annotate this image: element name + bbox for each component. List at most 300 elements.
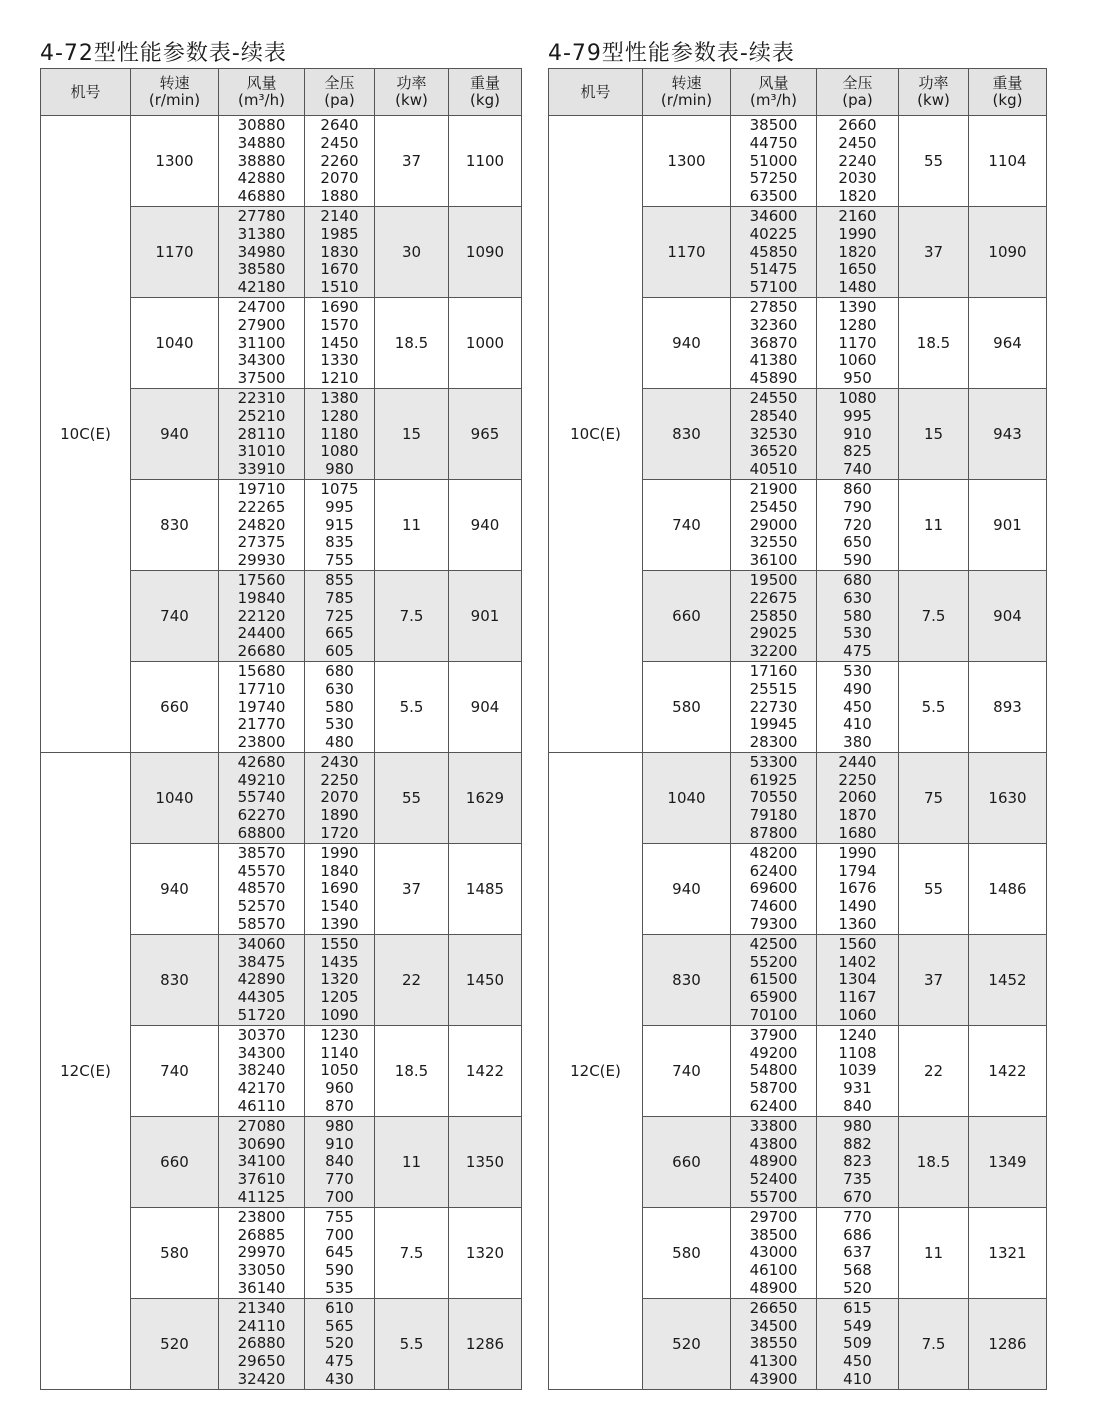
pressure-value: 1540 bbox=[320, 897, 359, 916]
header-power: 功率 (kw) bbox=[375, 69, 449, 116]
pressure-value: 645 bbox=[325, 1243, 354, 1262]
pressure-value: 1690 bbox=[320, 297, 359, 316]
pressure-cell bbox=[305, 752, 375, 843]
pressure-value: 2160 bbox=[838, 206, 877, 225]
pressure-cell bbox=[305, 1116, 375, 1207]
weight-cell: 1090 bbox=[449, 206, 522, 297]
flow-value: 15680 bbox=[237, 661, 286, 680]
pressure-value: 380 bbox=[843, 733, 872, 752]
power-cell: 7.5 bbox=[375, 570, 449, 661]
weight-cell: 1422 bbox=[449, 1025, 522, 1116]
flow-value: 55200 bbox=[749, 952, 798, 971]
flow-value: 32360 bbox=[749, 315, 798, 334]
weight-cell: 904 bbox=[449, 661, 522, 752]
weight-cell: 940 bbox=[449, 479, 522, 570]
pressure-cell bbox=[305, 206, 375, 297]
flow-value: 28300 bbox=[749, 733, 798, 752]
pressure-value: 605 bbox=[325, 642, 354, 661]
speed-cell: 660 bbox=[131, 1116, 219, 1207]
pressure-value: 1320 bbox=[320, 970, 359, 989]
speed-cell: 940 bbox=[643, 297, 731, 388]
pressure-value: 931 bbox=[843, 1079, 872, 1098]
model-cell: 12C(E) bbox=[549, 752, 643, 1389]
pressure-value: 700 bbox=[325, 1225, 354, 1244]
flow-value: 23800 bbox=[237, 733, 286, 752]
pressure-value: 530 bbox=[843, 624, 872, 643]
flow-value: 21340 bbox=[237, 1298, 286, 1317]
pressure-value: 1820 bbox=[838, 187, 877, 206]
flow-value: 52400 bbox=[749, 1170, 798, 1189]
flow-value: 62400 bbox=[749, 861, 798, 880]
flow-value: 21900 bbox=[749, 479, 798, 498]
pressure-value: 2240 bbox=[838, 151, 877, 170]
flow-value: 70550 bbox=[749, 788, 798, 807]
pressure-cell bbox=[817, 934, 899, 1025]
flow-value: 33050 bbox=[237, 1261, 286, 1280]
speed-cell: 740 bbox=[131, 570, 219, 661]
pressure-cell bbox=[817, 843, 899, 934]
flow-value: 41125 bbox=[237, 1188, 286, 1207]
weight-cell: 1630 bbox=[969, 752, 1047, 843]
flow-value: 34100 bbox=[237, 1152, 286, 1171]
pressure-value: 520 bbox=[325, 1334, 354, 1353]
flow-value: 38240 bbox=[237, 1061, 286, 1080]
flow-cell bbox=[731, 388, 817, 479]
flow-value: 38500 bbox=[749, 116, 798, 134]
flow-value: 25210 bbox=[237, 406, 286, 425]
speed-cell: 740 bbox=[643, 1025, 731, 1116]
flow-cell bbox=[219, 1025, 305, 1116]
pressure-value: 590 bbox=[325, 1261, 354, 1280]
pressure-value: 665 bbox=[325, 624, 354, 643]
weight-cell: 1104 bbox=[969, 116, 1047, 207]
flow-value: 34600 bbox=[749, 206, 798, 225]
pressure-value: 870 bbox=[325, 1097, 354, 1116]
power-cell: 37 bbox=[375, 116, 449, 207]
pressure-cell bbox=[305, 1025, 375, 1116]
flow-value: 68800 bbox=[237, 824, 286, 843]
flow-value: 74600 bbox=[749, 897, 798, 916]
flow-cell bbox=[219, 206, 305, 297]
pressure-value: 1360 bbox=[838, 915, 877, 934]
pressure-value: 480 bbox=[325, 733, 354, 752]
power-cell: 7.5 bbox=[899, 570, 969, 661]
speed-cell: 830 bbox=[643, 934, 731, 1025]
flow-value: 36870 bbox=[749, 333, 798, 352]
speed-cell: 940 bbox=[131, 388, 219, 479]
pressure-cell bbox=[305, 843, 375, 934]
flow-value: 52570 bbox=[237, 897, 286, 916]
flow-cell bbox=[731, 1025, 817, 1116]
flow-value: 27375 bbox=[237, 533, 286, 552]
flow-cell bbox=[731, 752, 817, 843]
flow-value: 37500 bbox=[237, 369, 286, 388]
pressure-value: 680 bbox=[325, 661, 354, 680]
flow-value: 51720 bbox=[237, 1006, 286, 1025]
flow-value: 27850 bbox=[749, 297, 798, 316]
weight-cell: 1349 bbox=[969, 1116, 1047, 1207]
flow-value: 87800 bbox=[749, 824, 798, 843]
pressure-value: 637 bbox=[843, 1243, 872, 1262]
power-cell: 55 bbox=[899, 843, 969, 934]
speed-cell: 660 bbox=[643, 570, 731, 661]
flow-value: 17560 bbox=[237, 570, 286, 589]
pressure-value: 720 bbox=[843, 515, 872, 534]
speed-cell: 830 bbox=[131, 934, 219, 1025]
flow-value: 22120 bbox=[237, 606, 286, 625]
speed-cell: 660 bbox=[131, 661, 219, 752]
flow-value: 43800 bbox=[749, 1134, 798, 1153]
power-cell: 18.5 bbox=[375, 1025, 449, 1116]
speed-cell: 580 bbox=[643, 1207, 731, 1298]
flow-value: 65900 bbox=[749, 988, 798, 1007]
pressure-value: 1380 bbox=[320, 388, 359, 407]
pressure-value: 1830 bbox=[320, 242, 359, 261]
flow-value: 42180 bbox=[237, 278, 286, 297]
pressure-value: 755 bbox=[325, 1207, 354, 1226]
header-model: 机号 bbox=[549, 69, 643, 116]
pressure-value: 615 bbox=[843, 1298, 872, 1317]
power-cell: 7.5 bbox=[375, 1207, 449, 1298]
pressure-cell bbox=[817, 570, 899, 661]
header-power: 功率 (kw) bbox=[899, 69, 969, 116]
pressure-cell bbox=[305, 479, 375, 570]
flow-value: 24820 bbox=[237, 515, 286, 534]
pressure-value: 1390 bbox=[838, 297, 877, 316]
pressure-value: 580 bbox=[325, 697, 354, 716]
flow-value: 58570 bbox=[237, 915, 286, 934]
header-pressure: 全压 (pa) bbox=[305, 69, 375, 116]
flow-value: 24550 bbox=[749, 388, 798, 407]
pressure-value: 450 bbox=[843, 697, 872, 716]
pressure-value: 1280 bbox=[320, 406, 359, 425]
speed-cell: 1300 bbox=[131, 116, 219, 207]
pressure-cell bbox=[305, 297, 375, 388]
pressure-value: 565 bbox=[325, 1316, 354, 1335]
flow-value: 29930 bbox=[237, 551, 286, 570]
weight-cell: 943 bbox=[969, 388, 1047, 479]
flow-value: 61925 bbox=[749, 770, 798, 789]
flow-value: 31100 bbox=[237, 333, 286, 352]
pressure-value: 580 bbox=[843, 606, 872, 625]
flow-value: 45850 bbox=[749, 242, 798, 261]
power-cell: 18.5 bbox=[899, 297, 969, 388]
pressure-value: 1480 bbox=[838, 278, 877, 297]
flow-value: 36100 bbox=[749, 551, 798, 570]
pressure-value: 2660 bbox=[838, 116, 877, 134]
power-cell: 11 bbox=[375, 1116, 449, 1207]
pressure-value: 590 bbox=[843, 551, 872, 570]
header-flow: 风量 (m³/h) bbox=[219, 69, 305, 116]
pressure-value: 840 bbox=[325, 1152, 354, 1171]
flow-value: 32550 bbox=[749, 533, 798, 552]
flow-value: 37900 bbox=[749, 1025, 798, 1044]
flow-value: 48200 bbox=[749, 843, 798, 862]
pressure-value: 1794 bbox=[838, 861, 877, 880]
flow-value: 19840 bbox=[237, 588, 286, 607]
flow-cell bbox=[731, 479, 817, 570]
table-row bbox=[549, 752, 1047, 843]
flow-value: 43000 bbox=[749, 1243, 798, 1262]
flow-value: 22310 bbox=[237, 388, 286, 407]
pressure-value: 1075 bbox=[320, 479, 359, 498]
pressure-value: 1180 bbox=[320, 424, 359, 443]
speed-cell: 1170 bbox=[643, 206, 731, 297]
table-row bbox=[41, 752, 522, 843]
weight-cell: 1100 bbox=[449, 116, 522, 207]
weight-cell: 1320 bbox=[449, 1207, 522, 1298]
pressure-value: 1167 bbox=[838, 988, 877, 1007]
pressure-value: 535 bbox=[325, 1279, 354, 1297]
flow-value: 38880 bbox=[237, 151, 286, 170]
pressure-value: 1840 bbox=[320, 861, 359, 880]
pressure-value: 950 bbox=[843, 369, 872, 388]
flow-value: 49200 bbox=[749, 1043, 798, 1062]
flow-value: 34880 bbox=[237, 133, 286, 152]
power-cell: 22 bbox=[375, 934, 449, 1025]
flow-value: 26680 bbox=[237, 642, 286, 661]
pressure-value: 1890 bbox=[320, 806, 359, 825]
flow-value: 58700 bbox=[749, 1079, 798, 1098]
speed-cell: 520 bbox=[643, 1298, 731, 1389]
pressure-value: 475 bbox=[843, 642, 872, 661]
performance-table-4-79 bbox=[548, 68, 1047, 1390]
pressure-value: 680 bbox=[843, 570, 872, 589]
header-model: 机号 bbox=[41, 69, 131, 116]
flow-value: 62400 bbox=[749, 1097, 798, 1116]
pressure-value: 1450 bbox=[320, 333, 359, 352]
power-cell: 15 bbox=[899, 388, 969, 479]
speed-cell: 740 bbox=[643, 479, 731, 570]
pressure-value: 1490 bbox=[838, 897, 877, 916]
pressure-value: 1510 bbox=[320, 278, 359, 297]
flow-value: 26650 bbox=[749, 1298, 798, 1317]
pressure-value: 1205 bbox=[320, 988, 359, 1007]
speed-cell: 940 bbox=[643, 843, 731, 934]
pressure-value: 1435 bbox=[320, 952, 359, 971]
flow-value: 51475 bbox=[749, 260, 798, 279]
table-title-4-72: 4-72型性能参数表-续表 bbox=[40, 41, 287, 66]
pressure-value: 835 bbox=[325, 533, 354, 552]
flow-cell bbox=[731, 297, 817, 388]
pressure-value: 1870 bbox=[838, 806, 877, 825]
pressure-value: 490 bbox=[843, 679, 872, 698]
flow-value: 24700 bbox=[237, 297, 286, 316]
pressure-cell bbox=[305, 116, 375, 207]
flow-value: 41380 bbox=[749, 351, 798, 370]
pressure-value: 430 bbox=[325, 1369, 354, 1388]
power-cell: 5.5 bbox=[899, 661, 969, 752]
flow-value: 17160 bbox=[749, 661, 798, 680]
speed-cell: 1300 bbox=[643, 116, 731, 207]
pressure-value: 1039 bbox=[838, 1061, 877, 1080]
pressure-value: 2260 bbox=[320, 151, 359, 170]
pressure-value: 568 bbox=[843, 1261, 872, 1280]
pressure-value: 650 bbox=[843, 533, 872, 552]
flow-value: 48900 bbox=[749, 1279, 798, 1297]
pressure-value: 1720 bbox=[320, 824, 359, 843]
pressure-value: 980 bbox=[843, 1116, 872, 1135]
weight-cell: 893 bbox=[969, 661, 1047, 752]
power-cell: 5.5 bbox=[375, 661, 449, 752]
flow-value: 22265 bbox=[237, 497, 286, 516]
performance-table-4-72 bbox=[40, 68, 522, 1390]
flow-value: 57100 bbox=[749, 278, 798, 297]
flow-value: 42500 bbox=[749, 934, 798, 953]
pressure-value: 960 bbox=[325, 1079, 354, 1098]
model-cell: 12C(E) bbox=[41, 752, 131, 1389]
model-cell: 10C(E) bbox=[549, 116, 643, 753]
weight-cell: 1321 bbox=[969, 1207, 1047, 1298]
flow-value: 54800 bbox=[749, 1061, 798, 1080]
pressure-value: 1108 bbox=[838, 1043, 877, 1062]
flow-value: 29000 bbox=[749, 515, 798, 534]
flow-value: 46100 bbox=[749, 1261, 798, 1280]
flow-value: 30880 bbox=[237, 116, 286, 134]
flow-value: 32420 bbox=[237, 1369, 286, 1388]
header-flow: 风量 (m³/h) bbox=[731, 69, 817, 116]
weight-cell: 1350 bbox=[449, 1116, 522, 1207]
flow-value: 26880 bbox=[237, 1334, 286, 1353]
model-cell: 10C(E) bbox=[41, 116, 131, 753]
power-cell: 37 bbox=[899, 206, 969, 297]
pressure-value: 735 bbox=[843, 1170, 872, 1189]
flow-cell bbox=[731, 116, 817, 207]
flow-value: 25850 bbox=[749, 606, 798, 625]
flow-value: 25515 bbox=[749, 679, 798, 698]
weight-cell: 1629 bbox=[449, 752, 522, 843]
speed-cell: 830 bbox=[131, 479, 219, 570]
pressure-value: 882 bbox=[843, 1134, 872, 1153]
flow-value: 26885 bbox=[237, 1225, 286, 1244]
weight-cell: 1450 bbox=[449, 934, 522, 1025]
pressure-value: 2450 bbox=[838, 133, 877, 152]
flow-value: 46880 bbox=[237, 187, 286, 206]
flow-value: 24110 bbox=[237, 1316, 286, 1335]
pressure-value: 1990 bbox=[320, 843, 359, 862]
flow-value: 29700 bbox=[749, 1207, 798, 1226]
flow-cell bbox=[731, 843, 817, 934]
flow-value: 34060 bbox=[237, 934, 286, 953]
power-cell: 22 bbox=[899, 1025, 969, 1116]
flow-value: 24400 bbox=[237, 624, 286, 643]
pressure-value: 700 bbox=[325, 1188, 354, 1207]
header-pressure: 全压 (pa) bbox=[817, 69, 899, 116]
flow-value: 42680 bbox=[237, 752, 286, 771]
pressure-value: 1985 bbox=[320, 224, 359, 243]
power-cell: 11 bbox=[899, 1207, 969, 1298]
flow-value: 55740 bbox=[237, 788, 286, 807]
pressure-value: 475 bbox=[325, 1352, 354, 1371]
flow-cell bbox=[731, 570, 817, 661]
power-cell: 75 bbox=[899, 752, 969, 843]
power-cell: 37 bbox=[375, 843, 449, 934]
flow-value: 19500 bbox=[749, 570, 798, 589]
flow-value: 34500 bbox=[749, 1316, 798, 1335]
flow-cell bbox=[219, 479, 305, 570]
flow-cell bbox=[219, 388, 305, 479]
flow-value: 25450 bbox=[749, 497, 798, 516]
pressure-value: 1880 bbox=[320, 187, 359, 206]
flow-value: 46110 bbox=[237, 1097, 286, 1116]
flow-cell bbox=[219, 570, 305, 661]
pressure-value: 1560 bbox=[838, 934, 877, 953]
power-cell: 30 bbox=[375, 206, 449, 297]
pressure-value: 1550 bbox=[320, 934, 359, 953]
speed-cell: 1040 bbox=[131, 297, 219, 388]
pressure-value: 770 bbox=[843, 1207, 872, 1226]
weight-cell: 1485 bbox=[449, 843, 522, 934]
weight-cell: 1000 bbox=[449, 297, 522, 388]
flow-value: 31380 bbox=[237, 224, 286, 243]
power-cell: 11 bbox=[899, 479, 969, 570]
pressure-value: 825 bbox=[843, 442, 872, 461]
flow-value: 51000 bbox=[749, 151, 798, 170]
pressure-value: 980 bbox=[325, 1116, 354, 1135]
pressure-value: 910 bbox=[843, 424, 872, 443]
speed-cell: 1170 bbox=[131, 206, 219, 297]
pressure-value: 2250 bbox=[320, 770, 359, 789]
flow-value: 29970 bbox=[237, 1243, 286, 1262]
pressure-value: 1676 bbox=[838, 879, 877, 898]
pressure-value: 530 bbox=[843, 661, 872, 680]
header-speed: 转速 (r/min) bbox=[643, 69, 731, 116]
flow-value: 49210 bbox=[237, 770, 286, 789]
header-weight: 重量 (kg) bbox=[449, 69, 522, 116]
flow-value: 38550 bbox=[749, 1334, 798, 1353]
pressure-value: 995 bbox=[843, 406, 872, 425]
weight-cell: 1286 bbox=[449, 1298, 522, 1389]
flow-value: 37610 bbox=[237, 1170, 286, 1189]
flow-value: 36140 bbox=[237, 1279, 286, 1297]
pressure-value: 610 bbox=[325, 1298, 354, 1317]
flow-value: 70100 bbox=[749, 1006, 798, 1025]
flow-value: 57250 bbox=[749, 169, 798, 188]
weight-cell: 1486 bbox=[969, 843, 1047, 934]
header-row bbox=[41, 69, 522, 116]
pressure-value: 2450 bbox=[320, 133, 359, 152]
flow-value: 19710 bbox=[237, 479, 286, 498]
power-cell: 5.5 bbox=[375, 1298, 449, 1389]
flow-value: 79180 bbox=[749, 806, 798, 825]
header-weight: 重量 (kg) bbox=[969, 69, 1047, 116]
flow-value: 34300 bbox=[237, 351, 286, 370]
pressure-value: 740 bbox=[843, 460, 872, 479]
flow-value: 19740 bbox=[237, 697, 286, 716]
flow-value: 44750 bbox=[749, 133, 798, 152]
pressure-value: 2070 bbox=[320, 169, 359, 188]
pressure-value: 1140 bbox=[320, 1043, 359, 1062]
pressure-cell bbox=[305, 661, 375, 752]
weight-cell: 901 bbox=[969, 479, 1047, 570]
power-cell: 11 bbox=[375, 479, 449, 570]
pressure-value: 670 bbox=[843, 1188, 872, 1207]
table-row bbox=[41, 116, 522, 207]
pressure-cell bbox=[817, 388, 899, 479]
weight-cell: 1422 bbox=[969, 1025, 1047, 1116]
power-cell: 37 bbox=[899, 934, 969, 1025]
table-row bbox=[549, 116, 1047, 207]
pressure-value: 755 bbox=[325, 551, 354, 570]
pressure-value: 2070 bbox=[320, 788, 359, 807]
flow-value: 48570 bbox=[237, 879, 286, 898]
flow-cell bbox=[219, 297, 305, 388]
flow-cell bbox=[219, 116, 305, 207]
flow-value: 48900 bbox=[749, 1152, 798, 1171]
flow-cell bbox=[219, 843, 305, 934]
pressure-value: 1990 bbox=[838, 224, 877, 243]
flow-value: 43900 bbox=[749, 1369, 798, 1388]
